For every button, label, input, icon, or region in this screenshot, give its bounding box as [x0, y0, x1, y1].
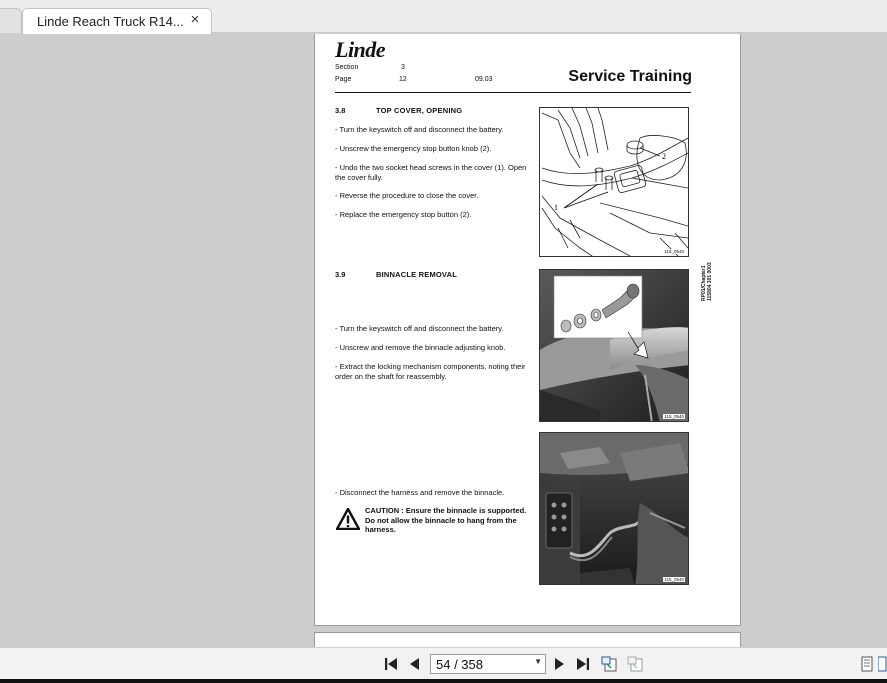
instruction-step: - Undo the two socket head screws in the cover (1). Open the cover fully.: [335, 163, 527, 182]
single-page-icon[interactable]: [858, 655, 876, 673]
instruction-step: - Extract the locking mechanism components, noting their order on the shaft for reassembly.: [335, 362, 526, 381]
instruction-step: - Replace the emergency stop button (2).: [335, 210, 472, 219]
figure-top-cover: [539, 107, 689, 257]
instruction-step: - Turn the keyswitch off and disconnect the battery.: [335, 324, 504, 333]
tab-bar: [0, 0, 887, 33]
binnacle-knob-photo: [540, 270, 689, 422]
page-number-select[interactable]: [430, 654, 546, 674]
caution-text: CAUTION : Ensure the binnacle is supported. Do not allow the binnacle to hang from the harness.: [365, 506, 527, 534]
instruction-step: - Reverse the procedure to close the cover.: [335, 191, 479, 200]
tab-document[interactable]: [22, 8, 212, 34]
instruction-step: - Turn the keyswitch off and disconnect the battery.: [335, 125, 504, 134]
side-reference: [701, 241, 713, 301]
doc-date: 09.03: [475, 76, 493, 83]
side-reference-number: 115804 301 0003: [707, 262, 713, 301]
linde-logo: Linde: [335, 37, 386, 62]
figure-code: 115_0540: [664, 249, 684, 254]
section-number: 3.8: [335, 106, 346, 115]
fit-width-icon[interactable]: [626, 655, 644, 673]
figure-callout: 1: [554, 203, 558, 212]
document-viewport[interactable]: [0, 34, 887, 647]
document-page: [314, 34, 741, 626]
binnacle-harness-photo: [540, 433, 689, 585]
header-divider: [335, 92, 691, 93]
navigation-toolbar: [0, 647, 887, 679]
fit-page-icon[interactable]: [600, 655, 618, 673]
section-title: BINNACLE REMOVAL: [376, 270, 457, 279]
figure-code: 115_0540: [664, 414, 684, 419]
section-value: 3: [401, 64, 405, 71]
close-icon[interactable]: ×: [190, 11, 200, 28]
section-number: 3.9: [335, 270, 346, 279]
window-bottom-edge: [0, 679, 887, 683]
section-label: Section: [335, 64, 359, 71]
page-label: Page: [335, 76, 352, 83]
top-cover-drawing: [540, 108, 689, 257]
side-reference-chapter: RP01/Chapter1: [701, 265, 707, 301]
next-document-page: [314, 632, 741, 647]
warning-icon: [336, 508, 360, 530]
instruction-step: - Unscrew and remove the binnacle adjusting knob.: [335, 343, 506, 352]
page-number-value: 54 / 358: [436, 657, 483, 672]
previous-page-icon[interactable]: [406, 655, 424, 673]
next-page-icon[interactable]: [550, 655, 568, 673]
figure-binnacle-harness: [539, 432, 689, 585]
instruction-step: - Disconnect the harness and remove the binnacle.: [335, 488, 505, 497]
figure-code: 115_0540: [664, 577, 684, 582]
previous-tab-stub[interactable]: [0, 8, 22, 33]
chevron-down-icon[interactable]: ▼: [534, 657, 542, 666]
tab-title: Linde Reach Truck R14...: [37, 14, 184, 29]
two-page-icon[interactable]: [878, 655, 887, 673]
section-title: TOP COVER, OPENING: [376, 106, 463, 115]
figure-binnacle-knob: [539, 269, 689, 422]
first-page-icon[interactable]: [382, 655, 400, 673]
last-page-icon[interactable]: [574, 655, 592, 673]
page-value: 12: [399, 76, 407, 83]
figure-callout: 2: [662, 152, 666, 161]
page-title: Service Training: [568, 68, 692, 85]
instruction-step: - Unscrew the emergency stop button knob (2).: [335, 144, 492, 153]
